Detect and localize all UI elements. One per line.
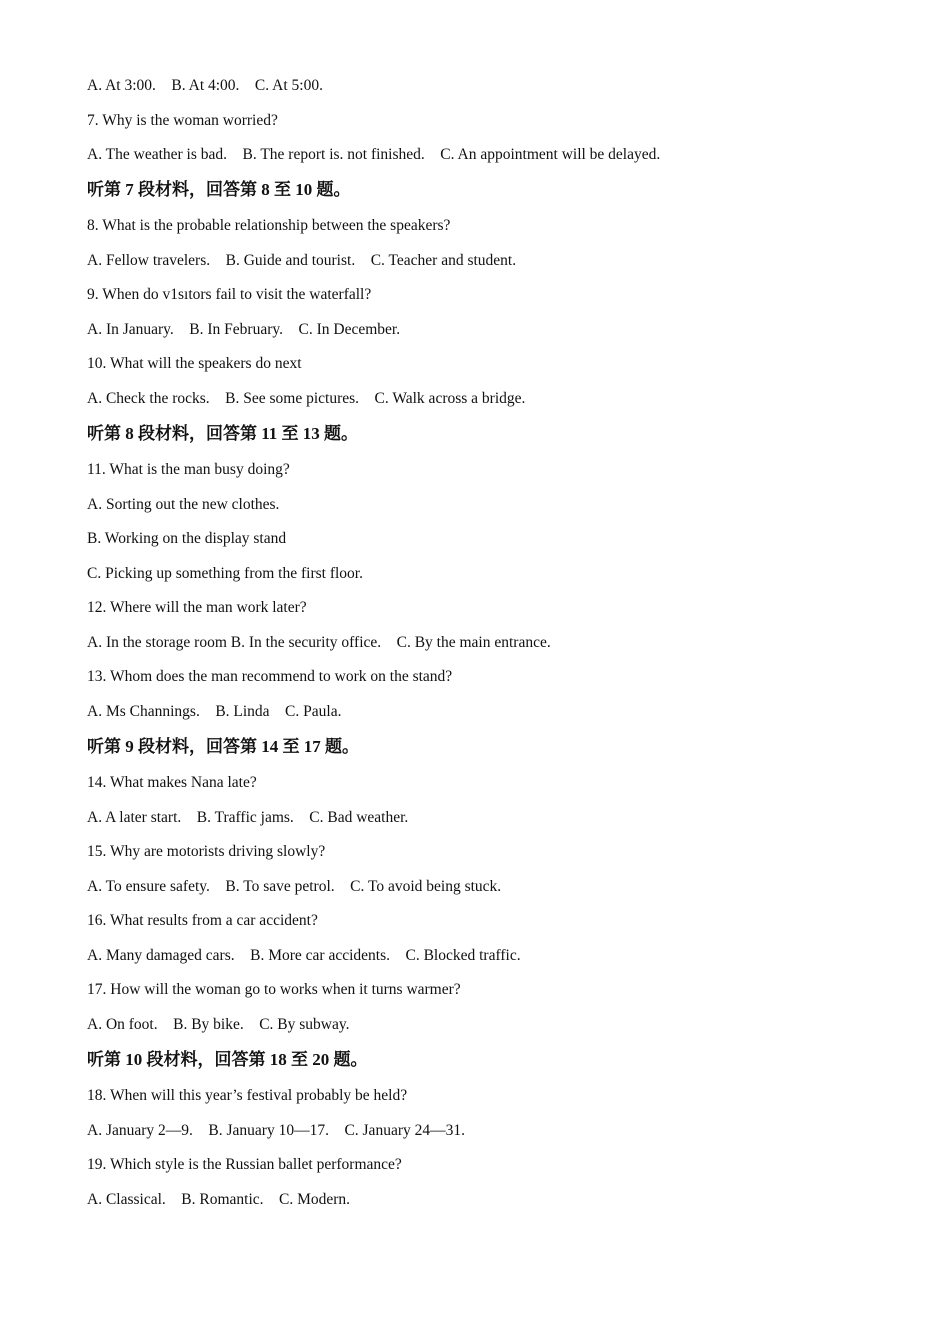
section-heading: 听第 8 段材料，回答第 11 至 13 题。 xyxy=(87,424,359,443)
question-18: 18. When will this year’s festival probably be held? xyxy=(87,1087,408,1104)
answer-option-b: B. Working on the display stand xyxy=(87,530,287,547)
question-19: 19. Which style is the Russian ballet performance? xyxy=(87,1156,402,1173)
question-7: 7. Why is the woman worried? xyxy=(87,112,278,129)
answer-options: A. January 2—9. B. January 10—17. C. January 24—31. xyxy=(87,1122,465,1139)
answer-options: A. Classical. B. Romantic. C. Modern. xyxy=(87,1191,351,1208)
answer-options: A. The weather is bad. B. The report is. not finished. C. An appointment will be delayed. xyxy=(87,146,661,163)
question-15: 15. Why are motorists driving slowly? xyxy=(87,843,326,860)
question-13: 13. Whom does the man recommend to work on the stand? xyxy=(87,668,453,685)
section-heading: 听第 7 段材料，回答第 8 至 10 题。 xyxy=(87,180,351,199)
answer-options: A. In the storage room B. In the security office. C. By the main entrance. xyxy=(87,634,551,651)
answer-option-a: A. Sorting out the new clothes. xyxy=(87,496,280,513)
question-8: 8. What is the probable relationship between the speakers? xyxy=(87,217,451,234)
answer-option-c: C. Picking up something from the first floor. xyxy=(87,565,363,582)
answer-options: A. Many damaged cars. B. More car accidents. C. Blocked traffic. xyxy=(87,947,521,964)
answer-options: A. Ms Channings. B. Linda C. Paula. xyxy=(87,703,342,720)
section-heading: 听第 9 段材料，回答第 14 至 17 题。 xyxy=(87,737,359,756)
section-heading: 听第 10 段材料，回答第 18 至 20 题。 xyxy=(87,1050,368,1069)
question-10: 10. What will the speakers do next xyxy=(87,355,302,372)
answer-options: A. On foot. B. By bike. C. By subway. xyxy=(87,1016,350,1033)
answer-options: A. At 3:00. B. At 4:00. C. At 5:00. xyxy=(87,77,323,94)
answer-options: A. A later start. B. Traffic jams. C. Bad weather. xyxy=(87,809,409,826)
question-14: 14. What makes Nana late? xyxy=(87,774,257,791)
answer-options: A. Fellow travelers. B. Guide and tourist. C. Teacher and student. xyxy=(87,252,517,269)
question-12: 12. Where will the man work later? xyxy=(87,599,307,616)
answer-options: A. In January. B. In February. C. In December. xyxy=(87,321,401,338)
question-9: 9. When do v1sıtors fail to visit the waterfall? xyxy=(87,286,372,303)
answer-options: A. Check the rocks. B. See some pictures. C. Walk across a bridge. xyxy=(87,390,526,407)
question-17: 17. How will the woman go to works when it turns warmer? xyxy=(87,981,461,998)
question-16: 16. What results from a car accident? xyxy=(87,912,318,929)
answer-options: A. To ensure safety. B. To save petrol. C. To avoid being stuck. xyxy=(87,878,502,895)
question-11: 11. What is the man busy doing? xyxy=(87,461,290,478)
